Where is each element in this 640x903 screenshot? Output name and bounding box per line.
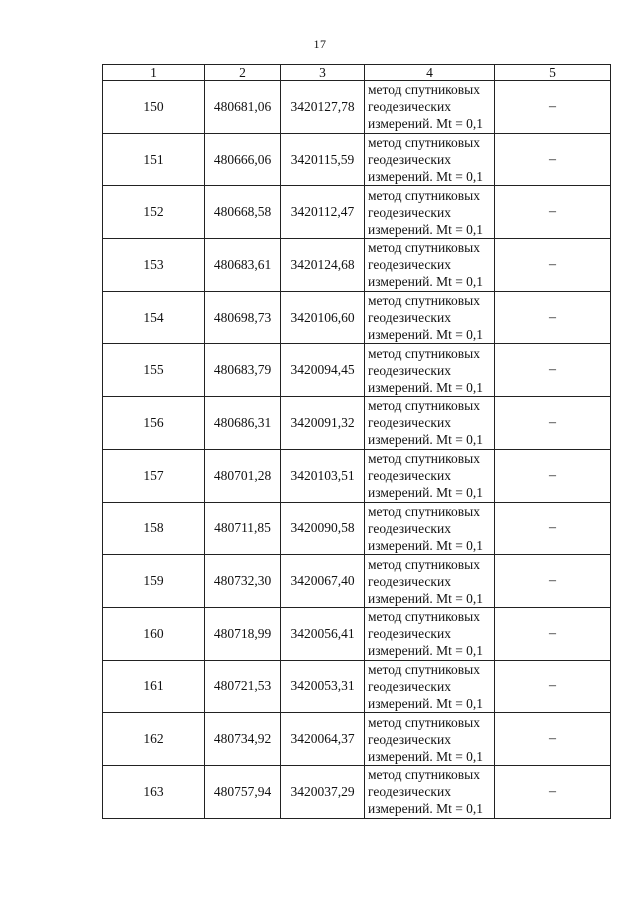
note-cell: – (495, 607, 611, 660)
x-coordinate-cell: 480686,31 (205, 397, 281, 450)
method-line: измерений. Mt = 0,1 (368, 485, 484, 501)
point-number-cell: 162 (103, 713, 205, 766)
y-coordinate-cell: 3420053,31 (281, 660, 365, 713)
note-cell: – (495, 133, 611, 186)
method-line: метод спутниковых (368, 609, 480, 625)
y-coordinate-cell: 3420115,59 (281, 133, 365, 186)
method-line: измерений. Mt = 0,1 (368, 327, 484, 343)
method-line: геодезических (368, 310, 451, 326)
method-line: измерений. Mt = 0,1 (368, 748, 484, 764)
method-line: метод спутниковых (368, 345, 480, 361)
x-coordinate-cell: 480666,06 (205, 133, 281, 186)
x-coordinate-cell: 480681,06 (205, 81, 281, 134)
method-cell (365, 291, 495, 344)
table-row (103, 765, 611, 818)
method-line: геодезических (368, 204, 451, 220)
method-cell (365, 239, 495, 292)
y-coordinate-cell: 3420103,51 (281, 449, 365, 502)
method-line: метод спутниковых (368, 503, 480, 519)
note-cell: – (495, 502, 611, 555)
method-line: геодезических (368, 573, 451, 589)
header-col-2: 2 (205, 65, 281, 81)
note-cell: – (495, 291, 611, 344)
method-line: геодезических (368, 626, 451, 642)
method-cell (365, 660, 495, 713)
method-line: измерений. Mt = 0,1 (368, 274, 484, 290)
table-row (103, 713, 611, 766)
method-line: геодезических (368, 731, 451, 747)
method-cell (365, 555, 495, 608)
point-number-cell: 156 (103, 397, 205, 450)
table-row (103, 186, 611, 239)
table-row (103, 607, 611, 660)
method-line: измерений. Mt = 0,1 (368, 169, 484, 185)
note-cell: – (495, 765, 611, 818)
method-cell (365, 397, 495, 450)
method-line: геодезических (368, 152, 451, 168)
point-number-cell: 155 (103, 344, 205, 397)
method-cell (365, 502, 495, 555)
table-header (103, 65, 611, 81)
note-cell: – (495, 344, 611, 397)
y-coordinate-cell: 3420090,58 (281, 502, 365, 555)
point-number-cell: 151 (103, 133, 205, 186)
method-line: измерений. Mt = 0,1 (368, 590, 484, 606)
x-coordinate-cell: 480721,53 (205, 660, 281, 713)
method-line: метод спутниковых (368, 82, 480, 98)
point-number-cell: 157 (103, 449, 205, 502)
header-row (103, 65, 611, 81)
y-coordinate-cell: 3420056,41 (281, 607, 365, 660)
method-line: метод спутниковых (368, 187, 480, 203)
method-line: метод спутниковых (368, 556, 480, 572)
table-row (103, 397, 611, 450)
method-line: геодезических (368, 468, 451, 484)
point-number-cell: 158 (103, 502, 205, 555)
method-line: геодезических (368, 415, 451, 431)
x-coordinate-cell: 480668,58 (205, 186, 281, 239)
y-coordinate-cell: 3420127,78 (281, 81, 365, 134)
method-line: геодезических (368, 784, 451, 800)
method-line: метод спутниковых (368, 767, 480, 783)
method-line: метод спутниковых (368, 714, 480, 730)
method-line: измерений. Mt = 0,1 (368, 432, 484, 448)
note-cell: – (495, 660, 611, 713)
note-cell: – (495, 81, 611, 134)
note-cell: – (495, 397, 611, 450)
method-cell (365, 133, 495, 186)
method-line: измерений. Mt = 0,1 (368, 221, 484, 237)
x-coordinate-cell: 480757,94 (205, 765, 281, 818)
table-row (103, 133, 611, 186)
note-cell: – (495, 713, 611, 766)
note-cell: – (495, 239, 611, 292)
header-col-4: 4 (365, 65, 495, 81)
method-line: измерений. Mt = 0,1 (368, 116, 484, 132)
method-line: измерений. Mt = 0,1 (368, 643, 484, 659)
y-coordinate-cell: 3420094,45 (281, 344, 365, 397)
point-number-cell: 153 (103, 239, 205, 292)
table-row (103, 502, 611, 555)
table-row (103, 239, 611, 292)
x-coordinate-cell: 480732,30 (205, 555, 281, 608)
note-cell: – (495, 555, 611, 608)
x-coordinate-cell: 480718,99 (205, 607, 281, 660)
header-col-5: 5 (495, 65, 611, 81)
x-coordinate-cell: 480701,28 (205, 449, 281, 502)
method-cell (365, 81, 495, 134)
method-line: метод спутниковых (368, 293, 480, 309)
method-cell (365, 607, 495, 660)
method-cell (365, 344, 495, 397)
x-coordinate-cell: 480698,73 (205, 291, 281, 344)
method-line: геодезических (368, 362, 451, 378)
method-cell (365, 765, 495, 818)
point-number-cell: 161 (103, 660, 205, 713)
method-line: геодезических (368, 678, 451, 694)
note-cell: – (495, 186, 611, 239)
x-coordinate-cell: 480683,79 (205, 344, 281, 397)
table-row (103, 291, 611, 344)
header-col-1: 1 (103, 65, 205, 81)
x-coordinate-cell: 480711,85 (205, 502, 281, 555)
method-line: метод спутниковых (368, 661, 480, 677)
method-line: геодезических (368, 520, 451, 536)
method-line: геодезических (368, 99, 451, 115)
method-line: измерений. Mt = 0,1 (368, 379, 484, 395)
x-coordinate-cell: 480734,92 (205, 713, 281, 766)
method-line: измерений. Mt = 0,1 (368, 801, 484, 817)
header-col-3: 3 (281, 65, 365, 81)
method-line: метод спутниковых (368, 240, 480, 256)
coordinates-table (102, 64, 611, 819)
y-coordinate-cell: 3420091,32 (281, 397, 365, 450)
table-body (103, 81, 611, 819)
method-cell (365, 449, 495, 502)
y-coordinate-cell: 3420037,29 (281, 765, 365, 818)
table-row (103, 660, 611, 713)
y-coordinate-cell: 3420106,60 (281, 291, 365, 344)
method-line: метод спутниковых (368, 451, 480, 467)
method-cell (365, 186, 495, 239)
page-number: 17 (313, 37, 327, 51)
method-line: метод спутниковых (368, 135, 480, 151)
point-number-cell: 154 (103, 291, 205, 344)
method-line: геодезических (368, 257, 451, 273)
y-coordinate-cell: 3420067,40 (281, 555, 365, 608)
x-coordinate-cell: 480683,61 (205, 239, 281, 292)
point-number-cell: 160 (103, 607, 205, 660)
point-number-cell: 163 (103, 765, 205, 818)
method-cell (365, 713, 495, 766)
y-coordinate-cell: 3420124,68 (281, 239, 365, 292)
table-row (103, 344, 611, 397)
point-number-cell: 159 (103, 555, 205, 608)
table-row (103, 449, 611, 502)
table-row (103, 555, 611, 608)
note-cell: – (495, 449, 611, 502)
y-coordinate-cell: 3420112,47 (281, 186, 365, 239)
point-number-cell: 150 (103, 81, 205, 134)
method-line: измерений. Mt = 0,1 (368, 695, 484, 711)
method-line: измерений. Mt = 0,1 (368, 537, 484, 553)
method-line: метод спутниковых (368, 398, 480, 414)
y-coordinate-cell: 3420064,37 (281, 713, 365, 766)
table-row (103, 81, 611, 134)
point-number-cell: 152 (103, 186, 205, 239)
